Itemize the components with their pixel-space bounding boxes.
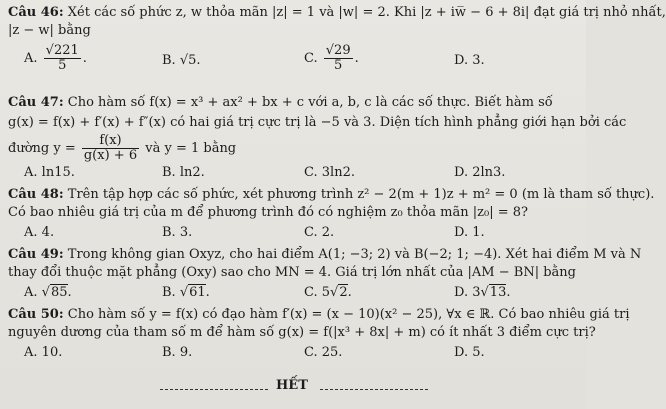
q47-option-c: C. 3ln2. — [304, 165, 355, 180]
q49-line-2 — [8, 264, 582, 282]
q48-option-a: A. 4. — [24, 225, 55, 240]
q48-text-1: Trên tập hợp các số phức, xét phương trình z² − 2(m + 1)z + m² = 0 (m là tham số thực). — [63, 187, 655, 202]
footer-divider-left — [160, 389, 268, 390]
question-46 — [8, 4, 666, 73]
question-49 — [8, 246, 642, 300]
q48-line-1 — [8, 186, 655, 204]
q49-line-1 — [8, 246, 642, 264]
end-label: HẾT — [276, 378, 308, 393]
q49-option-d: D. 3√13. — [454, 285, 511, 300]
q49-option-a: A. √85. — [24, 285, 72, 300]
q47-label: Câu 47: — [8, 95, 64, 110]
q49-options — [8, 284, 582, 304]
q50-option-d: D. 5. — [454, 345, 485, 360]
q47-text-2: g(x) = f(x) + f′(x) + f″(x) có hai giá trị cực trị là −5 và 3. Diện tích hình phẳng giới hạn bởi các — [8, 115, 627, 130]
q50-option-c: C. 25. — [304, 345, 343, 360]
question-50 — [8, 306, 630, 360]
end-marker — [160, 378, 430, 396]
q46-options — [8, 43, 582, 73]
q50-line-1 — [8, 306, 630, 324]
q48-option-b: B. 3. — [162, 225, 193, 240]
q46-option-b: B. √5. — [162, 53, 201, 68]
q49-label: Câu 49: — [8, 247, 64, 262]
q48-line-2 — [8, 204, 582, 222]
q50-option-a: A. 10. — [24, 345, 63, 360]
q49-text-1: Trong không gian Oxyz, cho hai điểm A(1; −3; 2) và B(−2; 1; −4). Xét hai điểm M và N — [63, 247, 642, 262]
q47-line-2 — [8, 114, 627, 132]
q46-line-2 — [8, 22, 582, 40]
q47-line-3: đường y = $\frac{f(x)}{g(x) + 6}$ và y = 1 bằng — [8, 133, 237, 163]
q48-text-2: Có bao nhiêu giá trị của m để phương trình đó có nghiệm z₀ thỏa mãn |z₀| = 8? — [8, 205, 528, 220]
q50-text-2: nguyên dương của tham số m để hàm số g(x) = f(|x³ + 8x| + m) có ít nhất 3 điểm cực trị? — [8, 325, 596, 340]
q46-option-d: D. 3. — [454, 53, 485, 68]
q48-option-d: D. 1. — [454, 225, 485, 240]
footer-divider-right — [320, 389, 428, 390]
q46-text-2: |z − w| bằng — [8, 23, 91, 38]
q46-label: Câu 46: — [8, 5, 64, 20]
q50-line-2 — [8, 324, 596, 342]
q47-option-a: A. ln15. — [24, 165, 75, 180]
q47-text-1: Cho hàm số f(x) = x³ + ax² + bx + c với a, b, c là các số thực. Biết hàm số — [63, 95, 553, 110]
q47-fraction: $\frac{f(x)}{g(x) + 6}$ — [83, 133, 138, 163]
q47-options — [8, 164, 582, 184]
q50-options — [8, 344, 582, 364]
q48-options — [8, 224, 582, 244]
q47-option-b: B. ln2. — [162, 165, 205, 180]
q46-text-1: Xét các số phức z, w thỏa mãn |z| = 1 và |w| = 2. Khi |z + iw̅ − 6 + 8i| đạt giá trị nhỏ nhất, — [63, 5, 666, 20]
q46-option-c: C. $\frac{√29}{5}$ . — [304, 43, 359, 73]
question-47 — [8, 94, 627, 180]
q49-option-c: C. 5√2. — [304, 285, 352, 300]
q46-option-a: A. $\frac{√221}{5}$ . — [24, 43, 87, 73]
q49-option-b: B. √61. — [162, 285, 210, 300]
q47-option-d: D. 2ln3. — [454, 165, 506, 180]
q50-text-1: Cho hàm số y = f(x) có đạo hàm f′(x) = (x − 10)(x² − 25), ∀x ∈ ℝ. Có bao nhiêu giá trị — [63, 307, 630, 322]
q48-label: Câu 48: — [8, 187, 64, 202]
q50-option-b: B. 9. — [162, 345, 193, 360]
q48-option-c: C. 2. — [304, 225, 335, 240]
q46-line-1 — [8, 4, 666, 22]
q50-label: Câu 50: — [8, 307, 64, 322]
q49-text-2: thay đổi thuộc mặt phẳng (Oxy) sao cho MN = 4. Giá trị lớn nhất của |AM − BN| bằng — [8, 265, 576, 280]
question-48 — [8, 186, 655, 240]
q47-line-1 — [8, 94, 582, 112]
